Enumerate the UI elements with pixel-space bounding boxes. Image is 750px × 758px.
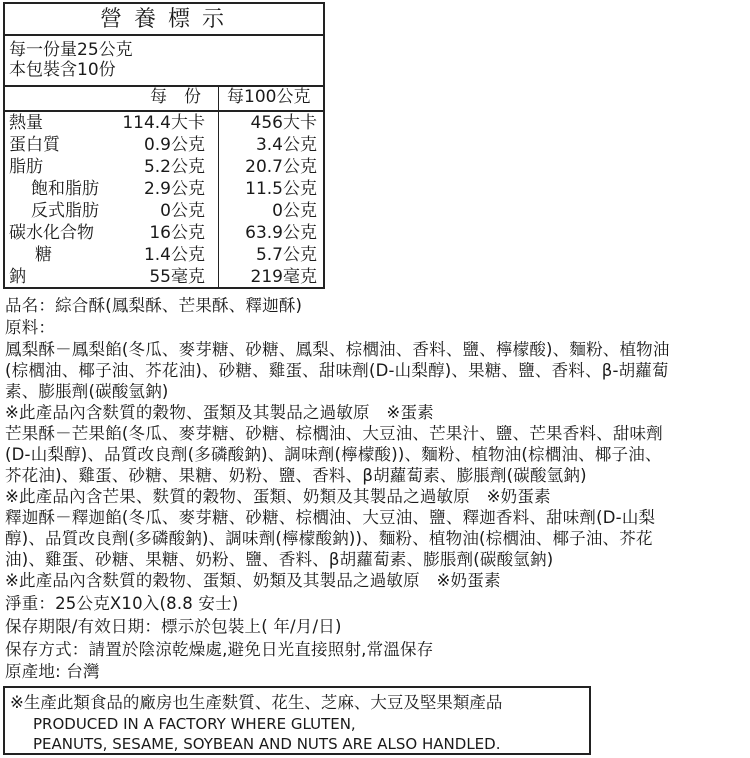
ingredients-line: 釋迦酥－釋迦餡(冬瓜、麥芽糖、砂糖、棕櫚油、大豆油、鹽、釋迦香料、甜味劑(D-山梨 <box>5 508 656 527</box>
ingredients-line: 素、膨脹劑(碳酸氫鈉) <box>5 382 169 401</box>
per-serving-value: 1.4公克 <box>143 245 205 265</box>
ingredients-heading: 原料： <box>5 318 56 337</box>
servings-per-pack: 本包裝含10份 <box>9 60 116 80</box>
per-serving-value: 55毫克 <box>149 267 205 287</box>
per-100g-value: 20.7公克 <box>245 157 317 177</box>
per-100g-value: 0公克 <box>272 201 317 221</box>
nutrient-row-protein <box>5 134 323 156</box>
per-100g-value: 456大卡 <box>250 113 317 133</box>
nutrient-name: 飽和脂肪 <box>31 179 99 199</box>
serving-info <box>9 40 133 80</box>
nutrient-name: 鈉 <box>9 267 26 287</box>
ingredients-line: 鳳梨酥－鳳梨餡(冬瓜、麥芽糖、砂糖、鳳梨、棕櫚油、香料、鹽、檸檬酸)、麵粉、植物油 <box>5 340 670 359</box>
country-of-origin: 原產地: 台灣 <box>5 662 100 681</box>
nutrient-row-fat <box>5 156 323 178</box>
allergen-note: ※此產品內含麩質的穀物、蛋類、奶類及其製品之過敏原 ※奶蛋素 <box>5 571 501 590</box>
nutrient-row-energy <box>5 112 323 134</box>
per-100g-value: 5.7公克 <box>255 245 317 265</box>
serving-size: 每一份量25公克 <box>9 40 133 60</box>
allergen-warning-zh: ※生產此類食品的廠房也生產麩質、花生、芝麻、大豆及堅果類產品 <box>10 693 503 712</box>
ingredients-line: 芒果酥－芒果餡(冬瓜、麥芽糖、砂糖、棕櫚油、大豆油、芒果汁、鹽、芒果香料、甜味劑 <box>5 424 663 443</box>
nutrient-name: 碳水化合物 <box>9 223 94 243</box>
per-100g-value: 63.9公克 <box>245 223 317 243</box>
allergen-note: ※此產品內含芒果、麩質的穀物、蛋類、奶類及其製品之過敏原 ※奶蛋素 <box>5 487 551 506</box>
product-name: 品名：綜合酥(鳳梨酥、芒果酥、釋迦酥) <box>5 296 303 315</box>
per-serving-value: 16公克 <box>149 223 205 243</box>
nutrient-row-sodium <box>5 266 323 288</box>
per-serving-value: 5.2公克 <box>143 157 205 177</box>
storage-method: 保存方式：請置於陰涼乾燥處,避免日光直接照射,常溫保存 <box>5 640 434 659</box>
per-100g-value: 3.4公克 <box>255 135 317 155</box>
allergen-warning-en-2: PEANUTS, SESAME, SOYBEAN AND NUTS ARE ALSO HANDLED. <box>33 735 501 753</box>
per-100g-value: 11.5公克 <box>245 179 317 199</box>
ingredients-line: (棕櫚油、椰子油、芥花油)、砂糖、雞蛋、甜味劑(D-山梨醇)、果糖、鹽、香料、β-胡蘿蔔 <box>5 361 669 380</box>
allergen-note: ※此產品內含麩質的穀物、蛋類及其製品之過敏原 ※蛋素 <box>5 403 434 422</box>
allergen-warning-box <box>3 686 591 755</box>
per-serving-value: 114.4大卡 <box>122 113 205 133</box>
allergen-warning-en-1: PRODUCED IN A FACTORY WHERE GLUTEN, <box>33 715 356 733</box>
per-serving-value: 2.9公克 <box>143 179 205 199</box>
nutrient-row-carbohydrate <box>5 222 323 244</box>
per-serving-value: 0公克 <box>160 201 205 221</box>
ingredients-line: (D-山梨醇)、品質改良劑(多磷酸鈉)、調味劑(檸檬酸))、麵粉、植物油(棕櫚油、椰子油、 <box>5 445 662 464</box>
nutrient-name: 反式脂肪 <box>31 201 99 221</box>
ingredients-line: 油)、雞蛋、砂糖、果糖、奶粉、鹽、香料、β胡蘿蔔素、膨脹劑(碳酸氫鈉) <box>5 550 554 569</box>
nutrient-row-saturated-fat <box>5 178 323 200</box>
per-100g-value: 219毫克 <box>250 267 317 287</box>
net-weight: 淨重：25公克X10入(8.8 安士) <box>5 594 239 613</box>
nutrient-row-sugar <box>5 244 323 266</box>
nutrient-row-trans-fat <box>5 200 323 222</box>
nutrient-name: 蛋白質 <box>9 135 60 155</box>
ingredients-line: 芥花油)、雞蛋、砂糖、果糖、奶粉、鹽、香料、β胡蘿蔔素、膨脹劑(碳酸氫鈉) <box>5 466 587 485</box>
nutrient-name: 糖 <box>35 245 52 265</box>
expiry-date: 保存期限/有效日期：標示於包裝上( 年/月/日) <box>5 617 342 636</box>
nutrient-name: 熱量 <box>9 113 43 133</box>
ingredients-line: 醇)、品質改良劑(多磷酸鈉)、調味劑(檸檬酸鈉))、麵粉、植物油(棕櫚油、椰子油、芥花 <box>5 529 653 548</box>
col-header-per-serving: 每 份 <box>150 87 201 107</box>
nutrition-title: 營養標示 <box>5 4 323 36</box>
nutrition-facts-table <box>3 2 325 289</box>
per-serving-value: 0.9公克 <box>143 135 205 155</box>
col-header-per-100g: 每100公克 <box>227 87 311 107</box>
nutrient-name: 脂肪 <box>9 157 43 177</box>
